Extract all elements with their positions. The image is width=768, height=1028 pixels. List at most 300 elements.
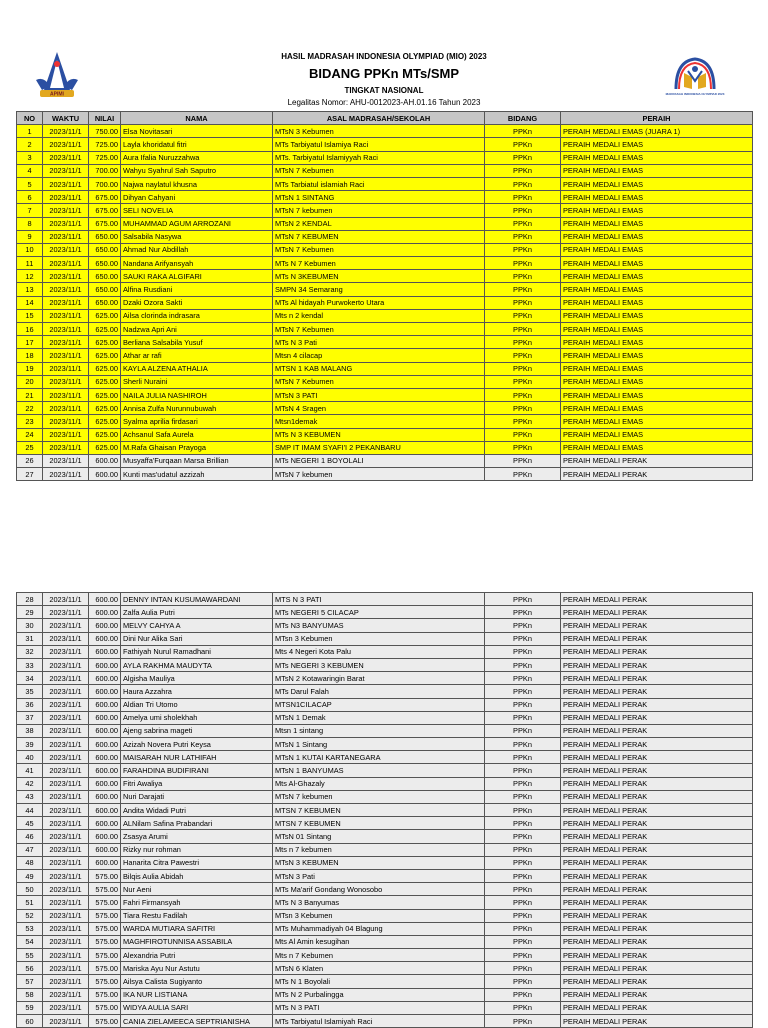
- row-no: 24: [17, 428, 43, 441]
- row-bidang: PPKn: [485, 685, 561, 698]
- row-peraih: PERAIH MEDALI EMAS: [561, 230, 753, 243]
- row-nama: Aldian Tri Utomo: [121, 698, 273, 711]
- row-bidang: PPKn: [485, 296, 561, 309]
- row-bidang: PPKn: [485, 619, 561, 632]
- row-asal: MTsN 1 Sintang: [273, 738, 485, 751]
- row-waktu: 2023/11/1: [43, 856, 89, 869]
- row-waktu: 2023/11/1: [43, 257, 89, 270]
- row-no: 2: [17, 138, 43, 151]
- row-peraih: PERAIH MEDALI PERAK: [561, 843, 753, 856]
- row-asal: MTsN 3 Pati: [273, 869, 485, 882]
- row-peraih: PERAIH MEDALI PERAK: [561, 883, 753, 896]
- table-row: [17, 270, 753, 283]
- row-bidang: PPKn: [485, 593, 561, 606]
- row-peraih: PERAIH MEDALI EMAS: [561, 323, 753, 336]
- row-asal: MTs N 3 PATI: [273, 1001, 485, 1014]
- row-nilai: 575.00: [89, 896, 121, 909]
- col-no: NO: [17, 112, 43, 125]
- row-peraih: PERAIH MEDALI EMAS: [561, 217, 753, 230]
- row-waktu: 2023/11/1: [43, 672, 89, 685]
- row-peraih: PERAIH MEDALI PERAK: [561, 962, 753, 975]
- row-bidang: PPKn: [485, 1015, 561, 1028]
- row-no: 50: [17, 883, 43, 896]
- row-waktu: 2023/11/1: [43, 243, 89, 256]
- table-row: [17, 883, 753, 896]
- row-no: 30: [17, 619, 43, 632]
- table-row: [17, 296, 753, 309]
- row-nama: Ajeng sabrina mageti: [121, 724, 273, 737]
- row-bidang: PPKn: [485, 191, 561, 204]
- row-peraih: PERAIH MEDALI EMAS: [561, 402, 753, 415]
- row-no: 4: [17, 164, 43, 177]
- table-row: [17, 672, 753, 685]
- row-bidang: PPKn: [485, 428, 561, 441]
- row-nilai: 625.00: [89, 362, 121, 375]
- row-waktu: 2023/11/1: [43, 204, 89, 217]
- row-peraih: PERAIH MEDALI EMAS: [561, 309, 753, 322]
- table-row: [17, 764, 753, 777]
- row-nilai: 675.00: [89, 217, 121, 230]
- row-nama: Ahmad Nur Abdillah: [121, 243, 273, 256]
- row-waktu: 2023/11/1: [43, 817, 89, 830]
- row-nilai: 625.00: [89, 441, 121, 454]
- row-peraih: PERAIH MEDALI PERAK: [561, 856, 753, 869]
- row-peraih: PERAIH MEDALI PERAK: [561, 685, 753, 698]
- table-row: [17, 323, 753, 336]
- row-nilai: 600.00: [89, 856, 121, 869]
- row-nama: Salsabila Nasywa: [121, 230, 273, 243]
- table-row: [17, 909, 753, 922]
- table-row: [17, 164, 753, 177]
- row-nama: Sherli Nuraini: [121, 375, 273, 388]
- row-no: 58: [17, 988, 43, 1001]
- row-nama: WARDA MUTIARA SAFITRI: [121, 922, 273, 935]
- row-nilai: 600.00: [89, 711, 121, 724]
- row-waktu: 2023/11/1: [43, 309, 89, 322]
- row-peraih: PERAIH MEDALI PERAK: [561, 909, 753, 922]
- row-asal: Mts n 7 kebumen: [273, 843, 485, 856]
- row-bidang: PPKn: [485, 283, 561, 296]
- row-peraih: PERAIH MEDALI PERAK: [561, 764, 753, 777]
- row-nama: NAILA JULIA NASHIROH: [121, 388, 273, 401]
- row-nilai: 600.00: [89, 619, 121, 632]
- table-row: [17, 738, 753, 751]
- table-row: [17, 856, 753, 869]
- level-subtitle: TINGKAT NASIONAL: [344, 86, 424, 95]
- row-asal: MTsN 7 KEBUMEN: [273, 230, 485, 243]
- row-asal: MTs Tarbiyatul Islamiya Raci: [273, 138, 485, 151]
- row-no: 52: [17, 909, 43, 922]
- row-peraih: PERAIH MEDALI PERAK: [561, 698, 753, 711]
- row-nama: M.Rafa Ghaisan Prayoga: [121, 441, 273, 454]
- row-asal: MTsN 2 KENDAL: [273, 217, 485, 230]
- row-peraih: PERAIH MEDALI PERAK: [561, 619, 753, 632]
- col-waktu: WAKTU: [43, 112, 89, 125]
- row-no: 48: [17, 856, 43, 869]
- row-waktu: 2023/11/1: [43, 402, 89, 415]
- row-bidang: PPKn: [485, 724, 561, 737]
- row-asal: MTSN 7 KEBUMEN: [273, 804, 485, 817]
- row-no: 45: [17, 817, 43, 830]
- row-no: 41: [17, 764, 43, 777]
- document-header: [0, 0, 768, 112]
- row-peraih: PERAIH MEDALI PERAK: [561, 922, 753, 935]
- row-nama: Annisa Zulfa Nurunnubuwah: [121, 402, 273, 415]
- table-row: [17, 922, 753, 935]
- row-asal: Mtsn 4 cilacap: [273, 349, 485, 362]
- row-asal: MTsN 01 Sintang: [273, 830, 485, 843]
- row-nilai: 600.00: [89, 698, 121, 711]
- row-nama: Azizah Novera Putri Keysa: [121, 738, 273, 751]
- row-bidang: PPKn: [485, 402, 561, 415]
- row-bidang: PPKn: [485, 935, 561, 948]
- row-waktu: 2023/11/1: [43, 270, 89, 283]
- row-bidang: PPKn: [485, 1001, 561, 1014]
- row-nama: Nuri Darajati: [121, 790, 273, 803]
- row-no: 33: [17, 658, 43, 671]
- row-asal: MTs Muhammadiyah 04 Blagung: [273, 922, 485, 935]
- row-no: 1: [17, 125, 43, 138]
- table-row: [17, 975, 753, 988]
- row-peraih: PERAIH MEDALI EMAS: [561, 283, 753, 296]
- row-bidang: PPKn: [485, 843, 561, 856]
- row-nama: DENNY INTAN KUSUMAWARDANI: [121, 593, 273, 606]
- row-bidang: PPKn: [485, 672, 561, 685]
- row-peraih: PERAIH MEDALI PERAK: [561, 658, 753, 671]
- row-peraih: PERAIH MEDALI PERAK: [561, 751, 753, 764]
- row-waktu: 2023/11/1: [43, 606, 89, 619]
- row-asal: MTs N3 BANYUMAS: [273, 619, 485, 632]
- row-asal: MTSN 7 KEBUMEN: [273, 817, 485, 830]
- row-nilai: 600.00: [89, 645, 121, 658]
- row-bidang: PPKn: [485, 632, 561, 645]
- row-nilai: 675.00: [89, 191, 121, 204]
- row-bidang: PPKn: [485, 975, 561, 988]
- row-waktu: 2023/11/1: [43, 296, 89, 309]
- row-nilai: 600.00: [89, 817, 121, 830]
- row-waktu: 2023/11/1: [43, 949, 89, 962]
- table-row: [17, 138, 753, 151]
- row-nilai: 575.00: [89, 975, 121, 988]
- row-no: 7: [17, 204, 43, 217]
- row-bidang: PPKn: [485, 441, 561, 454]
- row-nama: Ailsa clorinda indrasara: [121, 309, 273, 322]
- table-row: [17, 804, 753, 817]
- row-asal: SMP IT IMAM SYAFI'I 2 PEKANBARU: [273, 441, 485, 454]
- row-no: 5: [17, 177, 43, 190]
- row-nama: Algisha Mauliya: [121, 672, 273, 685]
- row-nilai: 600.00: [89, 830, 121, 843]
- row-nilai: 600.00: [89, 751, 121, 764]
- row-no: 6: [17, 191, 43, 204]
- table-row: [17, 843, 753, 856]
- row-asal: MTSN1CILACAP: [273, 698, 485, 711]
- row-no: 40: [17, 751, 43, 764]
- row-nilai: 600.00: [89, 606, 121, 619]
- row-nama: MAISARAH NUR LATHIFAH: [121, 751, 273, 764]
- table-row: [17, 1015, 753, 1028]
- row-peraih: PERAIH MEDALI PERAK: [561, 804, 753, 817]
- row-nilai: 600.00: [89, 632, 121, 645]
- row-nilai: 575.00: [89, 922, 121, 935]
- row-bidang: PPKn: [485, 909, 561, 922]
- table-header-row: [17, 112, 753, 125]
- row-peraih: PERAIH MEDALI PERAK: [561, 672, 753, 685]
- row-nama: Syalma aprilia firdasari: [121, 415, 273, 428]
- row-peraih: PERAIH MEDALI PERAK: [561, 896, 753, 909]
- row-bidang: PPKn: [485, 336, 561, 349]
- row-peraih: PERAIH MEDALI EMAS: [561, 151, 753, 164]
- row-asal: MTS N 3 PATI: [273, 593, 485, 606]
- table-row: [17, 468, 753, 481]
- row-bidang: PPKn: [485, 177, 561, 190]
- row-nilai: 600.00: [89, 804, 121, 817]
- row-waktu: 2023/11/1: [43, 362, 89, 375]
- row-no: 23: [17, 415, 43, 428]
- row-no: 56: [17, 962, 43, 975]
- row-no: 17: [17, 336, 43, 349]
- row-waktu: 2023/11/1: [43, 468, 89, 481]
- row-waktu: 2023/11/1: [43, 441, 89, 454]
- row-nama: Najwa naylatul khusna: [121, 177, 273, 190]
- row-waktu: 2023/11/1: [43, 869, 89, 882]
- row-asal: MTs N 3KEBUMEN: [273, 270, 485, 283]
- row-nama: Fathiyah Nurul Ramadhani: [121, 645, 273, 658]
- row-asal: Mts 4 Negeri Kota Palu: [273, 645, 485, 658]
- row-bidang: PPKn: [485, 606, 561, 619]
- row-nilai: 625.00: [89, 323, 121, 336]
- row-nama: Bilqis Aulia Abidah: [121, 869, 273, 882]
- row-nama: IKA NUR LISTIANA: [121, 988, 273, 1001]
- row-waktu: 2023/11/1: [43, 619, 89, 632]
- table-row: [17, 415, 753, 428]
- row-no: 11: [17, 257, 43, 270]
- row-waktu: 2023/11/1: [43, 843, 89, 856]
- col-asal: ASAL MADRASAH/SEKOLAH: [273, 112, 485, 125]
- row-asal: MTSN 1 KAB MALANG: [273, 362, 485, 375]
- row-waktu: 2023/11/1: [43, 1001, 89, 1014]
- row-asal: MTs N 3 KEBUMEN: [273, 428, 485, 441]
- row-nilai: 600.00: [89, 658, 121, 671]
- row-asal: MTs Darul Falah: [273, 685, 485, 698]
- row-no: 35: [17, 685, 43, 698]
- row-nilai: 600.00: [89, 454, 121, 467]
- row-asal: Mts n 7 Kebumen: [273, 949, 485, 962]
- row-peraih: PERAIH MEDALI PERAK: [561, 645, 753, 658]
- row-bidang: PPKn: [485, 309, 561, 322]
- row-asal: MTs N 7 Kebumen: [273, 257, 485, 270]
- row-waktu: 2023/11/1: [43, 593, 89, 606]
- row-asal: MTsN 4 Sragen: [273, 402, 485, 415]
- row-asal: MTsn 3 Kebumen: [273, 632, 485, 645]
- row-waktu: 2023/11/1: [43, 388, 89, 401]
- row-no: 16: [17, 323, 43, 336]
- row-nilai: 725.00: [89, 138, 121, 151]
- row-bidang: PPKn: [485, 698, 561, 711]
- row-nama: Haura Azzahra: [121, 685, 273, 698]
- row-bidang: PPKn: [485, 804, 561, 817]
- row-waktu: 2023/11/1: [43, 230, 89, 243]
- row-asal: MTs Al hidayah Purwokerto Utara: [273, 296, 485, 309]
- row-bidang: PPKn: [485, 415, 561, 428]
- row-waktu: 2023/11/1: [43, 935, 89, 948]
- row-asal: MTs NEGERI 1 BOYOLALI: [273, 454, 485, 467]
- row-nilai: 750.00: [89, 125, 121, 138]
- row-no: 27: [17, 468, 43, 481]
- row-no: 55: [17, 949, 43, 962]
- row-bidang: PPKn: [485, 790, 561, 803]
- row-waktu: 2023/11/1: [43, 349, 89, 362]
- row-peraih: PERAIH MEDALI PERAK: [561, 606, 753, 619]
- table-row: [17, 645, 753, 658]
- row-no: 34: [17, 672, 43, 685]
- row-no: 36: [17, 698, 43, 711]
- row-waktu: 2023/11/1: [43, 138, 89, 151]
- row-nilai: 650.00: [89, 270, 121, 283]
- row-nama: Dihyan Cahyani: [121, 191, 273, 204]
- table-row: [17, 935, 753, 948]
- row-waktu: 2023/11/1: [43, 177, 89, 190]
- row-waktu: 2023/11/1: [43, 790, 89, 803]
- table-row: [17, 949, 753, 962]
- row-peraih: PERAIH MEDALI EMAS: [561, 257, 753, 270]
- row-no: 26: [17, 454, 43, 467]
- row-nama: WIDYA AULIA SARI: [121, 1001, 273, 1014]
- table-row: [17, 230, 753, 243]
- row-peraih: PERAIH MEDALI EMAS: [561, 138, 753, 151]
- row-peraih: PERAIH MEDALI PERAK: [561, 593, 753, 606]
- col-nama: NAMA: [121, 112, 273, 125]
- table-row: [17, 428, 753, 441]
- row-asal: SMPN 34 Semarang: [273, 283, 485, 296]
- row-asal: MTsN 7 Kebumen: [273, 243, 485, 256]
- row-waktu: 2023/11/1: [43, 975, 89, 988]
- row-waktu: 2023/11/1: [43, 323, 89, 336]
- row-no: 31: [17, 632, 43, 645]
- table-row: [17, 790, 753, 803]
- row-waktu: 2023/11/1: [43, 375, 89, 388]
- table-row: [17, 454, 753, 467]
- row-asal: Mts Al Amin kesugihan: [273, 935, 485, 948]
- table-row: [17, 777, 753, 790]
- row-waktu: 2023/11/1: [43, 645, 89, 658]
- table-row: [17, 177, 753, 190]
- page-title: BIDANG PPKn MTs/SMP: [309, 66, 459, 81]
- row-waktu: 2023/11/1: [43, 751, 89, 764]
- row-peraih: PERAIH MEDALI EMAS: [561, 375, 753, 388]
- row-no: 9: [17, 230, 43, 243]
- row-bidang: PPKn: [485, 645, 561, 658]
- mio-logo-icon: [665, 55, 725, 105]
- row-peraih: PERAIH MEDALI EMAS: [561, 428, 753, 441]
- table-row: [17, 349, 753, 362]
- row-waktu: 2023/11/1: [43, 764, 89, 777]
- row-nilai: 600.00: [89, 593, 121, 606]
- row-asal: MTsN 3 PATI: [273, 388, 485, 401]
- row-no: 29: [17, 606, 43, 619]
- row-nama: Amelya umi sholekhah: [121, 711, 273, 724]
- table-row: [17, 632, 753, 645]
- apimi-logo-text: APIMI: [50, 91, 64, 98]
- row-nama: MUHAMMAD AGUM ARROZANI: [121, 217, 273, 230]
- row-no: 25: [17, 441, 43, 454]
- row-asal: MTsN 1 BANYUMAS: [273, 764, 485, 777]
- row-peraih: PERAIH MEDALI PERAK: [561, 988, 753, 1001]
- row-nama: Nur Aeni: [121, 883, 273, 896]
- row-asal: MTsN 7 kebumen: [273, 790, 485, 803]
- table-row: [17, 1001, 753, 1014]
- row-nilai: 575.00: [89, 869, 121, 882]
- row-nilai: 650.00: [89, 283, 121, 296]
- row-no: 19: [17, 362, 43, 375]
- row-no: 43: [17, 790, 43, 803]
- row-asal: MTsN 1 KUTAI KARTANEGARA: [273, 751, 485, 764]
- row-nilai: 675.00: [89, 204, 121, 217]
- row-nama: Aura Ifalia Nuruzzahwa: [121, 151, 273, 164]
- row-peraih: PERAIH MEDALI EMAS: [561, 415, 753, 428]
- table-row: [17, 619, 753, 632]
- row-peraih: PERAIH MEDALI PERAK: [561, 935, 753, 948]
- row-no: 15: [17, 309, 43, 322]
- table-row: [17, 869, 753, 882]
- table-row: [17, 896, 753, 909]
- row-nama: Fitri Awaliya: [121, 777, 273, 790]
- row-no: 38: [17, 724, 43, 737]
- row-no: 12: [17, 270, 43, 283]
- table-row: [17, 751, 753, 764]
- row-asal: MTsN 7 kebumen: [273, 204, 485, 217]
- row-peraih: PERAIH MEDALI PERAK: [561, 830, 753, 843]
- row-asal: Mts Al-Ghazaly: [273, 777, 485, 790]
- table-row: [17, 217, 753, 230]
- mio-logo-text: MADRASAH INDONESIA OLYMPIAD 2023: [665, 92, 725, 96]
- row-asal: Mts n 2 kendal: [273, 309, 485, 322]
- col-bidang: BIDANG: [485, 112, 561, 125]
- row-waktu: 2023/11/1: [43, 336, 89, 349]
- row-no: 53: [17, 922, 43, 935]
- row-bidang: PPKn: [485, 869, 561, 882]
- row-nama: MELVY CAHYA A: [121, 619, 273, 632]
- row-asal: MTs N 3 Pati: [273, 336, 485, 349]
- row-nama: Ailsya Calista Sugiyanto: [121, 975, 273, 988]
- row-waktu: 2023/11/1: [43, 909, 89, 922]
- row-no: 18: [17, 349, 43, 362]
- row-nama: Alexandria Putri: [121, 949, 273, 962]
- row-nilai: 700.00: [89, 177, 121, 190]
- row-waktu: 2023/11/1: [43, 698, 89, 711]
- row-asal: MTs Tarbiatul islamiah Raci: [273, 177, 485, 190]
- row-no: 59: [17, 1001, 43, 1014]
- row-asal: MTsN 7 Kebumen: [273, 164, 485, 177]
- table-row: [17, 830, 753, 843]
- row-no: 51: [17, 896, 43, 909]
- row-asal: MTsN 1 Demak: [273, 711, 485, 724]
- row-bidang: PPKn: [485, 138, 561, 151]
- row-nilai: 600.00: [89, 685, 121, 698]
- table-row: [17, 606, 753, 619]
- row-no: 46: [17, 830, 43, 843]
- row-peraih: PERAIH MEDALI PERAK: [561, 777, 753, 790]
- row-bidang: PPKn: [485, 711, 561, 724]
- row-bidang: PPKn: [485, 777, 561, 790]
- row-waktu: 2023/11/1: [43, 454, 89, 467]
- row-no: 37: [17, 711, 43, 724]
- row-bidang: PPKn: [485, 988, 561, 1001]
- row-nilai: 600.00: [89, 764, 121, 777]
- row-nilai: 625.00: [89, 415, 121, 428]
- row-nilai: 625.00: [89, 402, 121, 415]
- col-peraih: PERAIH: [561, 112, 753, 125]
